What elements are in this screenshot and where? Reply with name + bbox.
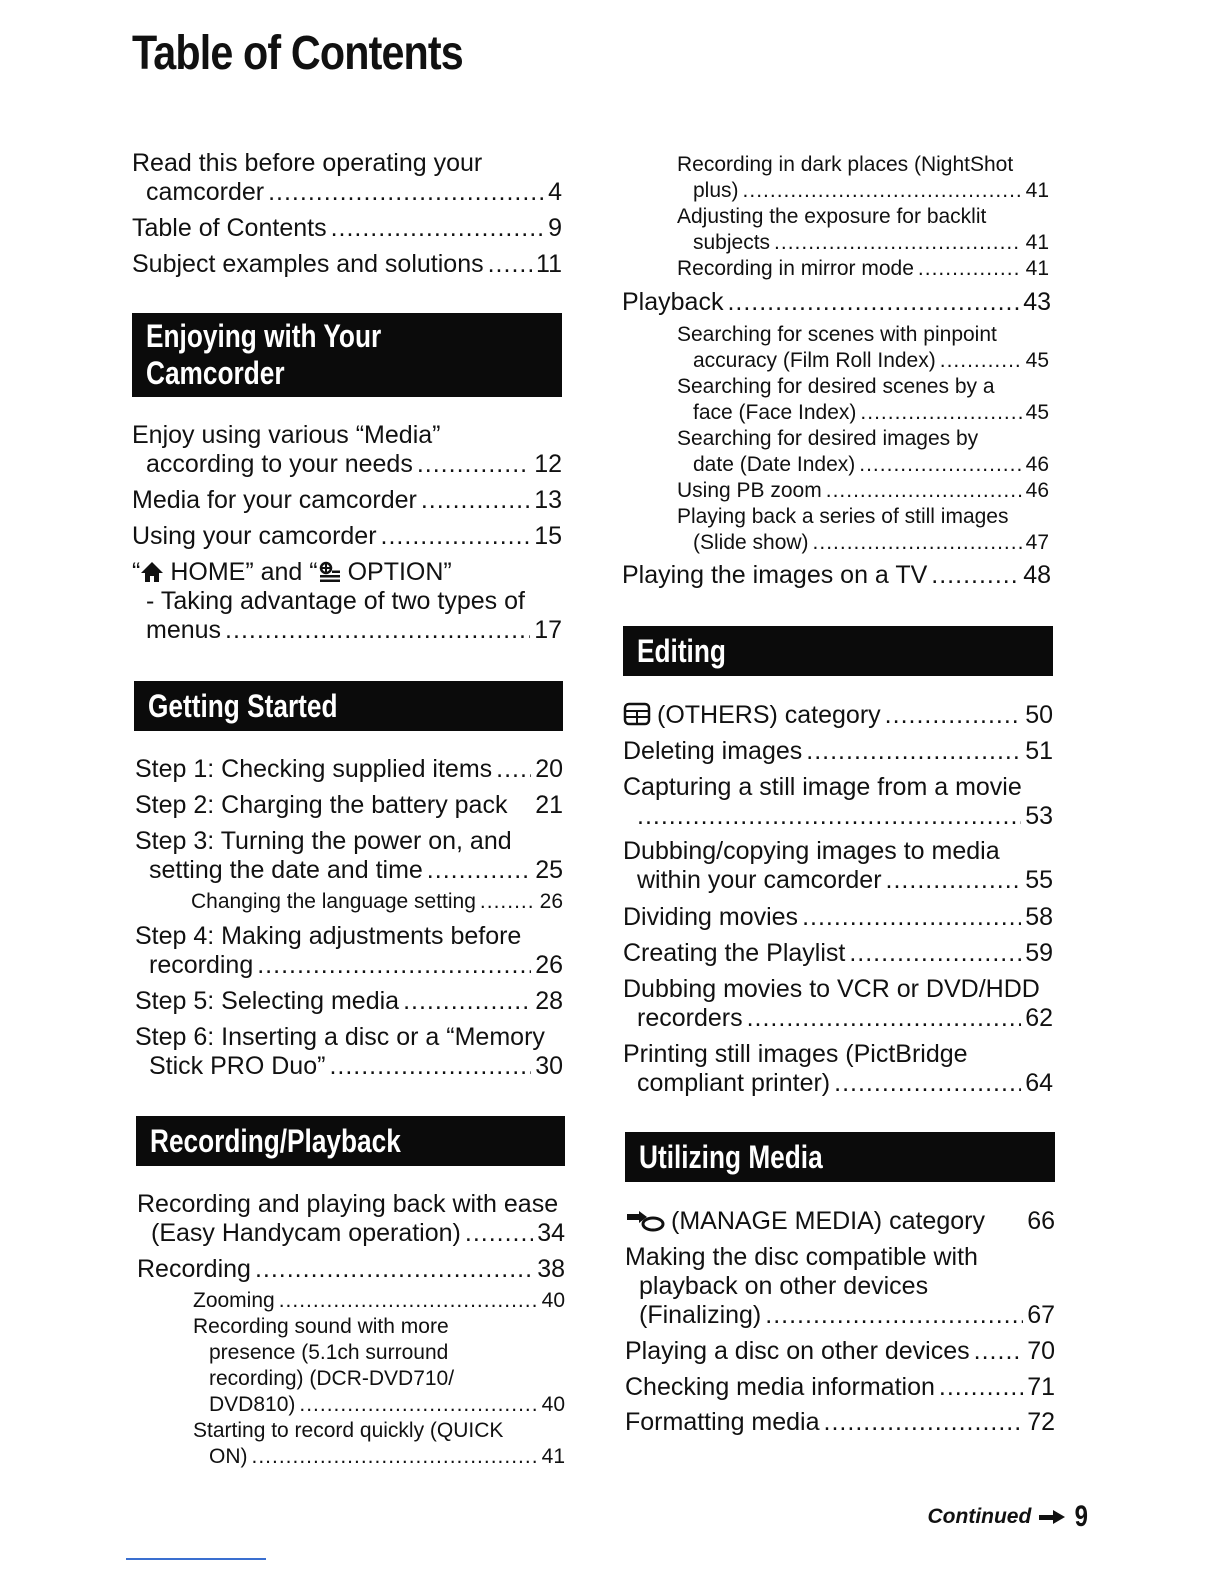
toc-entry[interactable]: Dividing movies ..... 58 bbox=[623, 903, 1053, 932]
toc-entry[interactable]: Step 4: Making adjustments before recording ..... 26 bbox=[135, 922, 563, 980]
toc-entry[interactable]: “ HOME” and “ OPTION” - Taking advantage of two types of menus ..... 17 bbox=[132, 558, 562, 645]
toc-subentry[interactable]: Using PB zoom ..... 46 bbox=[677, 478, 1049, 504]
toc-entry[interactable]: Using your camcorder ..... 15 bbox=[132, 522, 562, 551]
toc-entry[interactable]: Creating the Playlist ..... 59 bbox=[623, 939, 1053, 968]
toc-subentry[interactable]: Playing back a series of still images (Slide show) ..... 47 bbox=[677, 504, 1049, 556]
section-heading: Recording/Playback bbox=[136, 1116, 565, 1166]
section-heading: Editing bbox=[623, 626, 1053, 676]
section-heading: Utilizing Media bbox=[625, 1132, 1055, 1182]
toc-entry[interactable]: Deleting images ..... 51 bbox=[623, 737, 1053, 766]
toc-subentry[interactable]: Searching for desired scenes by a face (Face Index) ..... 45 bbox=[677, 374, 1049, 426]
others-category-icon bbox=[623, 702, 651, 726]
page-title: Table of Contents bbox=[132, 27, 463, 80]
toc-entry[interactable]: Checking media information ..... 71 bbox=[625, 1373, 1055, 1402]
toc-entry[interactable]: Dubbing/copying images to media within your camcorder ..... 55 bbox=[623, 837, 1053, 895]
toc-entry[interactable]: Making the disc compatible with playback on other devices (Finalizing) ..... 67 bbox=[625, 1243, 1055, 1330]
toc-entry[interactable]: Enjoy using various “Media” according to your needs ..... 12 bbox=[132, 421, 562, 479]
toc-subentry[interactable]: Searching for scenes with pinpoint accuracy (Film Roll Index) ..... 45 bbox=[677, 322, 1049, 374]
toc-subentry[interactable]: Recording sound with more presence (5.1ch surround recording) (DCR-DVD710/ DVD810) ..... 40 bbox=[193, 1314, 565, 1418]
toc-entry[interactable]: Step 2: Charging the battery pack 21 bbox=[135, 791, 563, 819]
toc-subentry[interactable]: Starting to record quickly (QUICK ON) ..... 41 bbox=[193, 1418, 565, 1470]
toc-entry[interactable]: Step 1: Checking supplied items ..... 20 bbox=[135, 755, 563, 784]
toc-entry[interactable]: Capturing a still image from a movie ..... 53 bbox=[623, 773, 1053, 831]
home-icon bbox=[140, 561, 164, 583]
continued-label[interactable]: Continued bbox=[927, 1505, 1032, 1528]
toc-entry[interactable]: Dubbing movies to VCR or DVD/HDD recorders ..... 62 bbox=[623, 975, 1053, 1033]
toc-entry[interactable]: Playback ..... 43 bbox=[622, 288, 1051, 317]
toc-entry[interactable]: Printing still images (PictBridge compliant printer) ..... 64 bbox=[623, 1040, 1053, 1098]
toc-subentry[interactable]: Recording in dark places (NightShot plus) ..... 41 bbox=[677, 152, 1049, 204]
page-footer bbox=[928, 1500, 1091, 1534]
toc-subentry[interactable]: Recording in mirror mode ..... 41 bbox=[677, 256, 1049, 282]
arrow-right-icon bbox=[1039, 1511, 1065, 1523]
page-number: 9 bbox=[1074, 1500, 1089, 1533]
toc-entry[interactable]: Step 3: Turning the power on, and setting the date and time ..... 25 bbox=[135, 827, 563, 885]
toc-entry[interactable]: Recording ..... 38 bbox=[137, 1255, 565, 1284]
toc-entry[interactable]: Read this before operating your camcorder ..... 4 bbox=[132, 149, 562, 207]
section-heading: Enjoying with Your Camcorder bbox=[132, 313, 562, 397]
section-heading: Getting Started bbox=[134, 681, 563, 731]
toc-entry[interactable]: Step 6: Inserting a disc or a “Memory Stick PRO Duo” ..... 30 bbox=[135, 1023, 563, 1081]
toc-entry[interactable]: Media for your camcorder ..... 13 bbox=[132, 486, 562, 515]
toc-subentry[interactable]: Searching for desired images by date (Date Index) ..... 46 bbox=[677, 426, 1049, 478]
toc-entry[interactable]: (MANAGE MEDIA) category 66 bbox=[625, 1207, 1055, 1236]
toc-entry[interactable]: Formatting media ..... 72 bbox=[625, 1408, 1055, 1437]
divider bbox=[126, 1558, 266, 1560]
toc-entry[interactable]: Subject examples and solutions ..... 11 bbox=[132, 250, 562, 279]
option-icon bbox=[318, 561, 342, 583]
toc-entry[interactable]: (OTHERS) category ..... 50 bbox=[623, 701, 1053, 730]
toc-subentry[interactable]: Zooming ..... 40 bbox=[193, 1288, 565, 1314]
toc-subentry[interactable]: Changing the language setting ..... 26 bbox=[191, 889, 563, 915]
toc-entry[interactable]: Playing the images on a TV ..... 48 bbox=[622, 561, 1051, 590]
toc-entry[interactable]: Table of Contents ..... 9 bbox=[132, 214, 562, 243]
toc-subentry[interactable]: Adjusting the exposure for backlit subjects ..... 41 bbox=[677, 204, 1049, 256]
toc-entry[interactable]: Step 5: Selecting media ..... 28 bbox=[135, 987, 563, 1016]
manage-media-icon bbox=[625, 1210, 665, 1232]
toc-entry[interactable]: Recording and playing back with ease (Easy Handycam operation) ..... 34 bbox=[137, 1190, 565, 1248]
toc-entry[interactable]: Playing a disc on other devices ..... 70 bbox=[625, 1337, 1055, 1366]
